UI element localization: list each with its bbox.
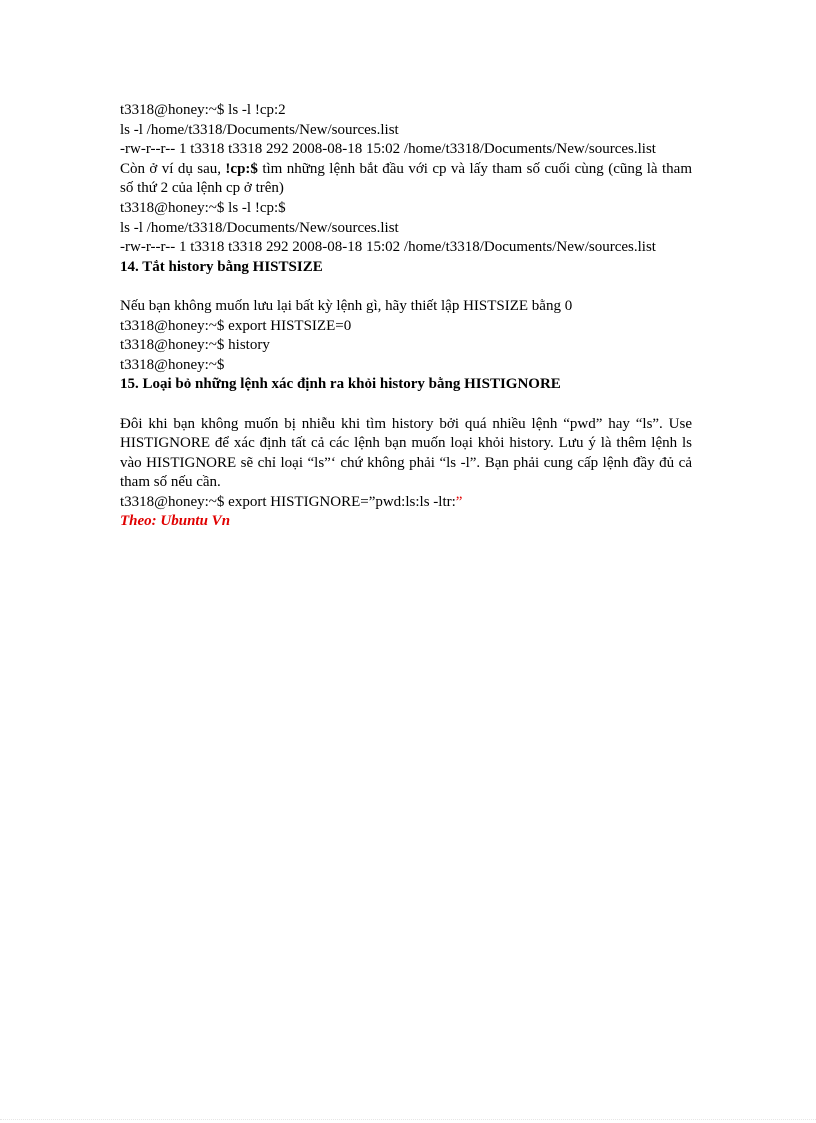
command-closing-quote: ” xyxy=(455,493,463,510)
command-line: t3318@honey:~$ ls -l !cp:2 xyxy=(120,102,286,118)
command-output: ls -l /home/t3318/Documents/New/sources.list xyxy=(120,121,399,138)
section-heading-14: 14. Tắt history bằng HISTSIZE xyxy=(120,258,323,275)
paragraph-text: Còn ở ví dụ sau, xyxy=(120,160,226,177)
document-body xyxy=(120,101,692,532)
explanation-paragraph xyxy=(120,160,692,199)
command-output: -rw-r--r-- 1 t3318 t3318 292 2008-08-18 15:02 /home/t3318/Documents/New/sources.list xyxy=(120,239,656,256)
command-output: -rw-r--r-- 1 t3318 t3318 292 2008-08-18 15:02 /home/t3318/Documents/New/sources.list xyxy=(120,141,656,158)
section-14-paragraph: Nếu bạn không muốn lưu lại bất kỳ lệnh gì, hãy thiết lập HISTSIZE bằng 0 xyxy=(120,297,573,314)
blank-line xyxy=(120,277,692,297)
command-line: t3318@honey:~$ export HISTSIZE=0 xyxy=(120,317,352,334)
section-15-paragraph: Đôi khi bạn không muốn bị nhiễu khi tìm history bởi quá nhiều lệnh “pwd” hay “ls”. Use HISTIGNORE để xác định tất cả các lệnh bạn muốn loại khỏi history. Lưu ý là thêm lệnh ls vào HISTIGNORE sẽ chỉ loại “ls”‘ chứ không phải “ls -l”. Bạn phải cung cấp lệnh đầy đủ cả tham số nếu cần. xyxy=(120,415,692,491)
bold-command: !cp:$ xyxy=(225,160,258,177)
section-heading-15: 15. Loại bỏ những lệnh xác định ra khỏi history bằng HISTIGNORE xyxy=(120,376,561,393)
page-bottom-border xyxy=(0,1119,816,1120)
command-text: t3318@honey:~$ export HISTIGNORE=”pwd:ls:ls -ltr: xyxy=(120,493,456,510)
command-line: t3318@honey:~$ ls -l !cp:$ xyxy=(120,199,286,216)
command-line xyxy=(120,493,692,513)
paragraph-text: tìm những lệnh bắt đầu với cp và lấy tham số cuối cùng (cũng là tham số thứ 2 của lệnh cp ở trên) xyxy=(120,160,692,197)
command-output: ls -l /home/t3318/Documents/New/sources.list xyxy=(120,219,399,236)
command-line: t3318@honey:~$ history xyxy=(120,337,270,354)
blank-line xyxy=(120,395,692,415)
command-line: t3318@honey:~$ xyxy=(120,356,225,373)
source-credit: Theo: Ubuntu Vn xyxy=(120,513,231,530)
